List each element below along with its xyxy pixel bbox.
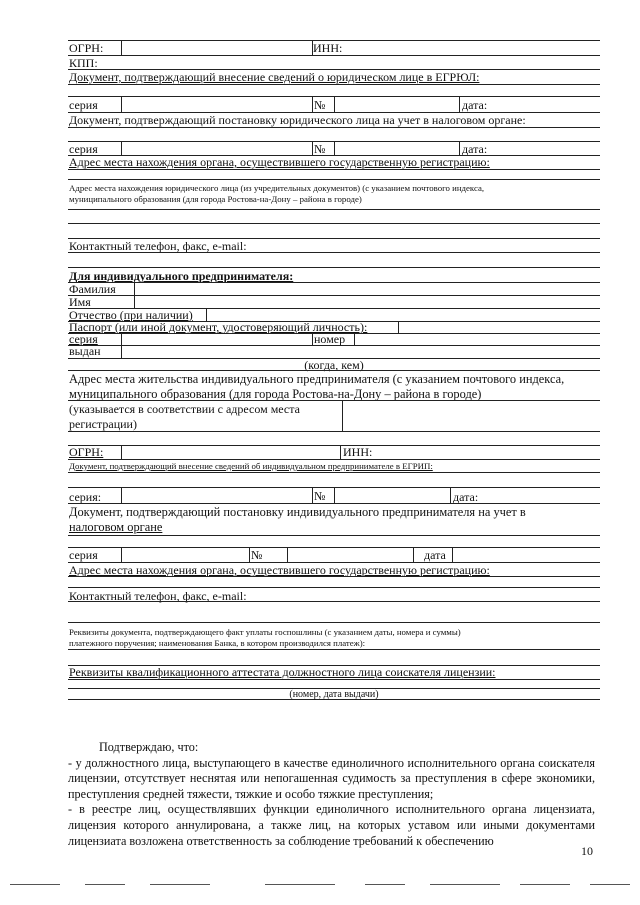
series-label: серия [69,98,98,112]
ip-inn-label: ИНН: [343,445,373,459]
payment-row [68,622,600,649]
egrip-series-label: серия: [69,490,102,504]
passport-number-label: номер [314,332,346,346]
blank-row [68,127,600,141]
ul-phone-label: Контактный телефон, факс, e-mail: [69,239,247,253]
blank-row [68,252,600,267]
blank-row [68,431,600,445]
blank-row [68,209,600,223]
ip-ogrn-inn-row [68,445,600,459]
tax-ip-series-label: серия [69,548,98,562]
tax-ip-addr-row [68,562,600,576]
footer-line [430,884,500,885]
blank-row [68,535,600,547]
issued-label: выдан [69,344,101,358]
name-label: Имя [69,295,91,309]
application-form [68,40,600,700]
egrul-doc-row [68,69,600,84]
ip-heading-row [68,267,600,282]
ul-phone-row [68,238,600,252]
surname-label: Фамилия [69,282,116,296]
when-whom-label: (когда, кем) [304,358,364,372]
footer-line [150,884,210,885]
patronymic-label: Отчество (при наличии) [69,308,193,322]
confirm-heading: Подтверждаю, что: [99,740,199,754]
tax-ip-number-label: № [251,548,263,562]
footer-line [365,884,405,885]
date-label: дата: [462,98,488,112]
ip-address-row [68,370,600,400]
tax-ul-addr-row [68,155,600,169]
series-label: серия [69,142,98,156]
ip-phone-label: Контактный телефон, факс, e-mail: [69,589,247,603]
ip-heading: Для индивидуального предпринимателя: [69,269,294,283]
tax-doc-ul-label: Документ, подтверждающий постановку юридического лица на учет в налоговом органе: [69,113,526,127]
blank-row [68,84,600,96]
registration-line1: (указывается в соответствии с адресом места [69,402,300,416]
confirm-paragraph-1: - у должностного лица, выступающего в качестве единоличного исполнительного органа соискателя лицензии, отсутствует неснятая или непогашенная судимость за преступления в сфере экономики, преступления средней тяжести, тяжкие и особо тяжкие преступления; [68,755,595,801]
attestat-row [68,665,600,679]
blank-row [68,169,600,179]
tax-doc-ul-row [68,112,600,127]
ogrn-inn-row [68,40,600,55]
attestat-label: Реквизиты квалификационного аттестата должностного лица соискателя лицензии: [69,665,496,679]
number-label: № [314,142,326,156]
tax-doc-ip-line1: Документ, подтверждающий постановку индивидуального предпринимателя на учет в [69,505,526,519]
tax-ul-series-row [68,141,600,155]
blank-row [68,601,600,622]
date-label: дата: [462,142,488,156]
blank-row [68,472,600,487]
issue-date-row [68,688,600,700]
passport-series-row [68,333,600,345]
footer-line [265,884,335,885]
issue-date-label: (номер, дата выдачи) [289,689,379,700]
blank-row [68,679,600,688]
tax-ul-addr-label: Адрес места нахождения органа, осуществившего государственную регистрацию: [69,155,490,169]
passport-series-label: серия [69,332,98,346]
tax-ip-date-label: дата [424,548,446,562]
kpp-row [68,55,600,69]
ul-address-line1: Адрес места нахождения юридического лица (из учредительных документов) (с указанием почтового индекса, [69,183,485,193]
number-label: № [314,98,326,112]
surname-row [68,282,600,295]
egrul-doc-label: Документ, подтверждающий внесение сведений о юридическом лице в ЕГРЮЛ: [69,70,480,84]
tax-ip-series-row [68,547,600,562]
ip-phone-row [68,587,600,601]
blank-row [68,223,600,238]
page-number: 10 [581,844,593,858]
footer-line [10,884,60,885]
kpp-label: КПП: [69,56,98,70]
egrip-number-label: № [314,489,326,503]
ip-address-line1: Адрес места жительства индивидуального предпринимателя (с указанием почтового индекса, [69,372,565,386]
ul-address-row [68,179,600,209]
registration-line2: регистрации) [69,417,137,431]
confirm-paragraph-2: - в реестре лиц, осуществлявших функции единоличного исполнительного органа лицензиата, лицензия которого аннулирована, а также лиц, на которых уставом или иными документами лицензиата возложена ответственность за соблюдение требований к обеспечению [68,802,595,848]
egrip-series-row [68,487,600,503]
registration-address-row [68,400,600,431]
ip-address-line2: муниципального образования (для города Ростова-на-Дону – района в городе) [69,387,482,401]
passport-label: Паспорт (или иной документ, удостоверяющий личность): [69,320,368,334]
tax-doc-ip-row [68,503,600,535]
egrip-doc-row [68,459,600,472]
egrip-date-label: дата: [453,490,479,504]
ul-address-line2: муниципального образования (для города Ростова-на-Дону – района в городе) [69,194,362,204]
inn-label: ИНН: [313,41,343,55]
issued-row [68,345,600,358]
ip-ogrn-label: ОГРН: [69,445,104,459]
egrul-series-row [68,96,600,112]
blank-row [68,576,600,587]
ogrn-label: ОГРН: [69,41,104,55]
name-row [68,295,600,308]
footer-line [590,884,630,885]
footer-line [520,884,570,885]
payment-line1: Реквизиты документа, подтверждающего факт уплаты госпошлины (с указанием даты, номера и суммы) [69,627,461,637]
payment-line2: платежного поручения; наименования Банка, в котором производился платеж): [69,638,366,648]
when-whom-row [68,358,600,370]
footer-line [85,884,125,885]
tax-ip-addr-label: Адрес места нахождения органа, осуществившего государственную регистрацию: [69,563,490,577]
confirmation-text [68,740,595,849]
blank-row [68,649,600,665]
egrip-doc-label: Документ, подтверждающий внесение сведений об индивидуальном предпринимателе в ЕГРИП: [69,461,433,471]
tax-doc-ip-line2: налоговом органе [69,520,163,534]
